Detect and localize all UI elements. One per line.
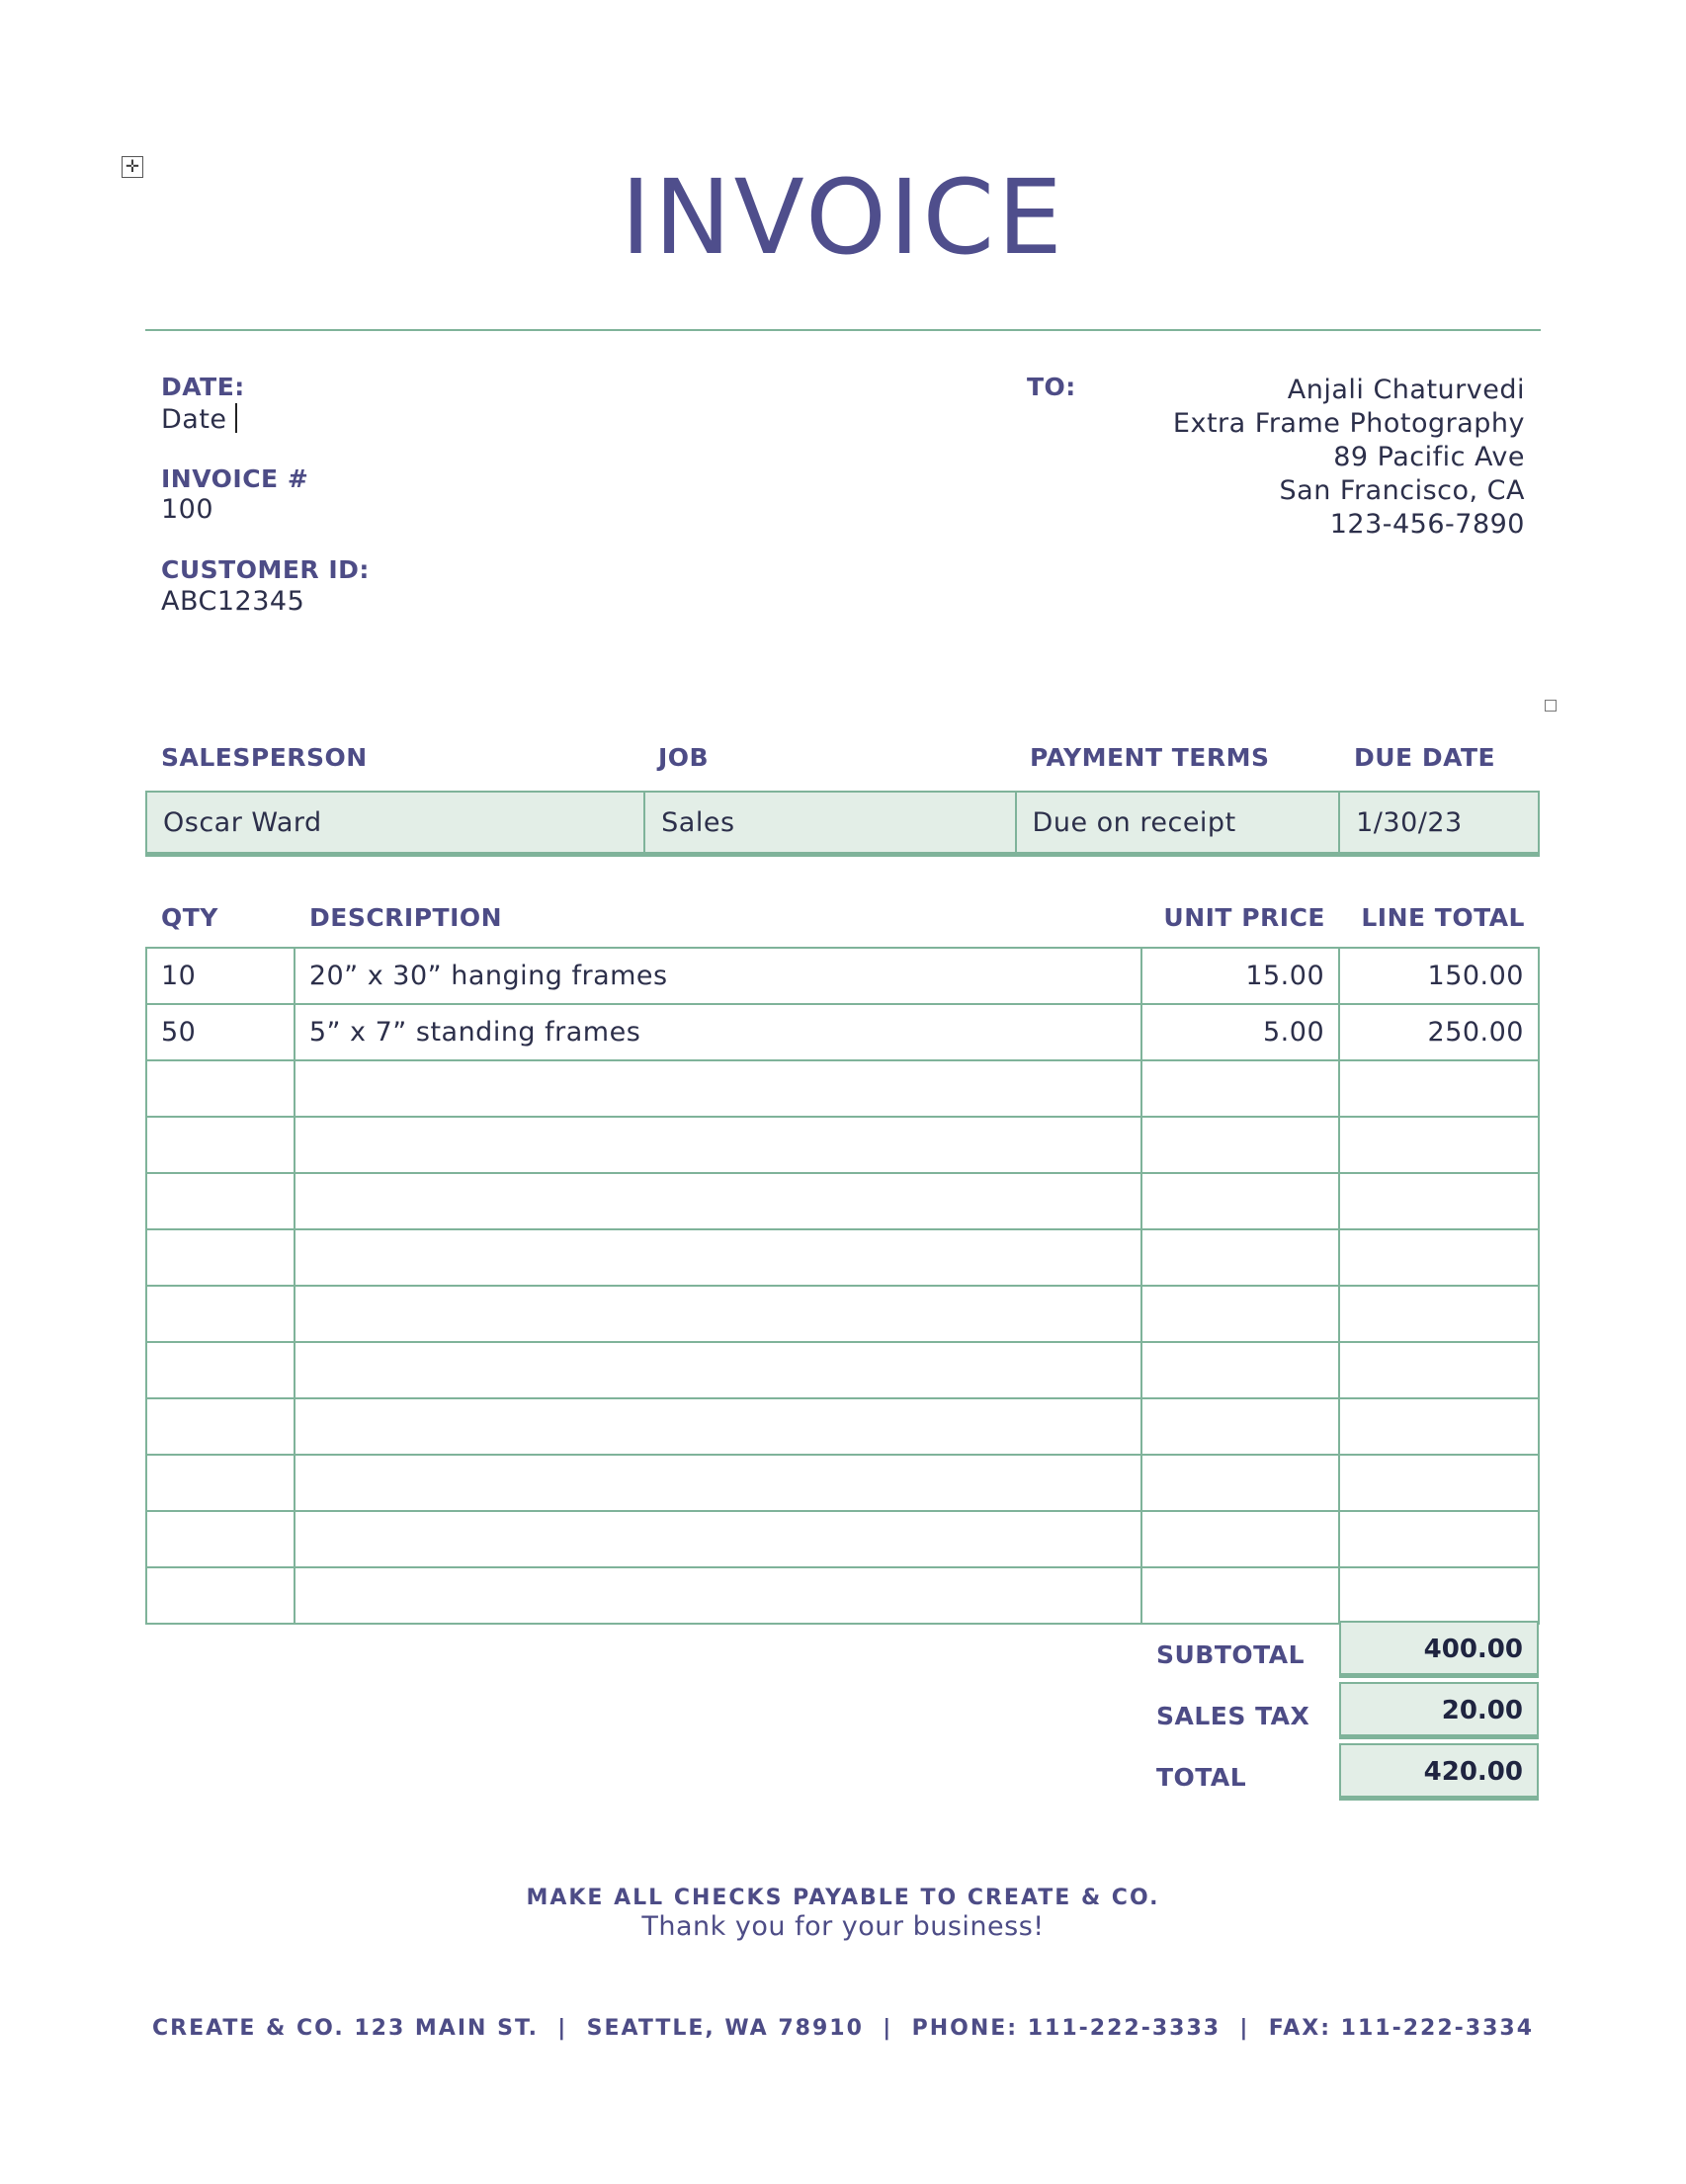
description-cell[interactable]: 5” x 7” standing frames — [295, 1004, 1142, 1060]
description-cell[interactable] — [295, 1060, 1142, 1117]
line-items-table — [145, 947, 1540, 1625]
line-item-row — [146, 1567, 1539, 1624]
payment-terms-header: PAYMENT TERMS — [1030, 743, 1270, 772]
line-total-cell[interactable] — [1339, 1567, 1539, 1624]
line-item-row — [146, 1286, 1539, 1342]
unit-price-cell[interactable] — [1141, 1117, 1339, 1173]
line-item-row — [146, 1060, 1539, 1117]
unit-price-cell[interactable]: 5.00 — [1141, 1004, 1339, 1060]
qty-cell[interactable] — [146, 1229, 295, 1286]
line-total-cell[interactable] — [1339, 1511, 1539, 1567]
sales-tax-label: SALES TAX — [1156, 1702, 1310, 1730]
invoice-number-value[interactable]: 100 — [161, 494, 214, 525]
total-value: 420.00 — [1339, 1743, 1539, 1801]
qty-cell[interactable]: 10 — [146, 948, 295, 1004]
qty-cell[interactable] — [146, 1567, 295, 1624]
thank-you-note: Thank you for your business! — [641, 1911, 1045, 1942]
date-value: Date — [161, 404, 227, 435]
line-total-cell[interactable]: 250.00 — [1339, 1004, 1539, 1060]
date-label: DATE: — [161, 373, 245, 401]
description-cell[interactable] — [295, 1455, 1142, 1511]
description-cell[interactable] — [295, 1567, 1142, 1624]
unit-price-header: UNIT PRICE — [1163, 903, 1325, 932]
due-date-cell[interactable]: 1/30/23 — [1339, 792, 1539, 855]
invoice-title: INVOICE — [621, 157, 1065, 278]
recipient-address[interactable] — [1173, 374, 1525, 542]
line-total-cell[interactable] — [1339, 1060, 1539, 1117]
unit-price-cell[interactable]: 15.00 — [1141, 948, 1339, 1004]
table-resize-handle-icon[interactable] — [1545, 700, 1557, 712]
line-total-cell[interactable] — [1339, 1117, 1539, 1173]
unit-price-cell[interactable] — [1141, 1173, 1339, 1229]
qty-cell[interactable] — [146, 1398, 295, 1455]
recipient-company: Extra Frame Photography — [1172, 408, 1525, 439]
payment-terms-cell[interactable]: Due on receipt — [1016, 792, 1340, 855]
sales-tax-value[interactable]: 20.00 — [1339, 1682, 1539, 1739]
unit-price-cell[interactable] — [1141, 1567, 1339, 1624]
qty-header: QTY — [161, 903, 218, 932]
job-cell[interactable]: Sales — [644, 792, 1015, 855]
sales-info-table — [145, 791, 1540, 857]
qty-cell[interactable] — [146, 1342, 295, 1398]
salesperson-cell[interactable]: Oscar Ward — [146, 792, 644, 855]
line-total-cell[interactable] — [1339, 1398, 1539, 1455]
recipient-phone: 123-456-7890 — [1329, 509, 1525, 540]
description-cell[interactable] — [295, 1229, 1142, 1286]
job-header: JOB — [658, 743, 710, 772]
description-cell[interactable] — [295, 1117, 1142, 1173]
line-total-cell[interactable] — [1339, 1455, 1539, 1511]
qty-cell[interactable] — [146, 1173, 295, 1229]
total-label: TOTAL — [1156, 1763, 1247, 1792]
unit-price-cell[interactable] — [1141, 1060, 1339, 1117]
description-cell[interactable] — [295, 1398, 1142, 1455]
unit-price-cell[interactable] — [1141, 1455, 1339, 1511]
due-date-header: DUE DATE — [1354, 743, 1496, 772]
line-total-cell[interactable] — [1339, 1342, 1539, 1398]
line-total-cell[interactable] — [1339, 1229, 1539, 1286]
customer-id-label: CUSTOMER ID: — [161, 555, 370, 584]
description-header: DESCRIPTION — [309, 903, 503, 932]
unit-price-cell[interactable] — [1141, 1511, 1339, 1567]
line-item-row — [146, 1342, 1539, 1398]
line-item-row — [146, 1455, 1539, 1511]
line-total-cell[interactable]: 150.00 — [1339, 948, 1539, 1004]
description-cell[interactable] — [295, 1342, 1142, 1398]
line-item-row — [146, 1173, 1539, 1229]
line-item-row — [146, 1229, 1539, 1286]
unit-price-cell[interactable] — [1141, 1286, 1339, 1342]
table-move-handle-icon[interactable]: ✛ — [122, 156, 143, 178]
sales-info-row — [146, 792, 1539, 855]
line-total-header: LINE TOTAL — [1361, 903, 1525, 932]
qty-cell[interactable]: 50 — [146, 1004, 295, 1060]
recipient-street: 89 Pacific Ave — [1333, 442, 1525, 472]
qty-cell[interactable] — [146, 1117, 295, 1173]
description-cell[interactable] — [295, 1286, 1142, 1342]
qty-cell[interactable] — [146, 1060, 295, 1117]
line-total-cell[interactable] — [1339, 1173, 1539, 1229]
line-item-row — [146, 1117, 1539, 1173]
unit-price-cell[interactable] — [1141, 1229, 1339, 1286]
subtotal-label: SUBTOTAL — [1156, 1640, 1306, 1669]
unit-price-cell[interactable] — [1141, 1342, 1339, 1398]
line-item-row — [146, 1398, 1539, 1455]
line-item-row — [146, 1004, 1539, 1060]
description-cell[interactable]: 20” x 30” hanging frames — [295, 948, 1142, 1004]
description-cell[interactable] — [295, 1173, 1142, 1229]
to-label: TO: — [1027, 373, 1076, 401]
line-item-row — [146, 948, 1539, 1004]
invoice-number-label: INVOICE # — [161, 464, 309, 493]
date-field[interactable] — [161, 403, 237, 435]
company-contact-line: CREATE & CO. 123 MAIN ST. | SEATTLE, WA 78910 | PHONE: 111-222-3333 | FAX: 111-222-3334 — [151, 2016, 1535, 2041]
salesperson-header: SALESPERSON — [161, 743, 368, 772]
subtotal-value: 400.00 — [1339, 1621, 1539, 1678]
line-item-row — [146, 1511, 1539, 1567]
qty-cell[interactable] — [146, 1286, 295, 1342]
text-cursor — [235, 403, 237, 433]
recipient-name: Anjali Chaturvedi — [1287, 375, 1525, 405]
unit-price-cell[interactable] — [1141, 1398, 1339, 1455]
checks-payable-note: MAKE ALL CHECKS PAYABLE TO CREATE & CO. — [526, 1886, 1160, 1910]
line-total-cell[interactable] — [1339, 1286, 1539, 1342]
description-cell[interactable] — [295, 1511, 1142, 1567]
title-divider — [145, 329, 1541, 331]
qty-cell[interactable] — [146, 1455, 295, 1511]
qty-cell[interactable] — [146, 1511, 295, 1567]
recipient-city: San Francisco, CA — [1279, 475, 1525, 506]
customer-id-value[interactable]: ABC12345 — [161, 586, 305, 617]
